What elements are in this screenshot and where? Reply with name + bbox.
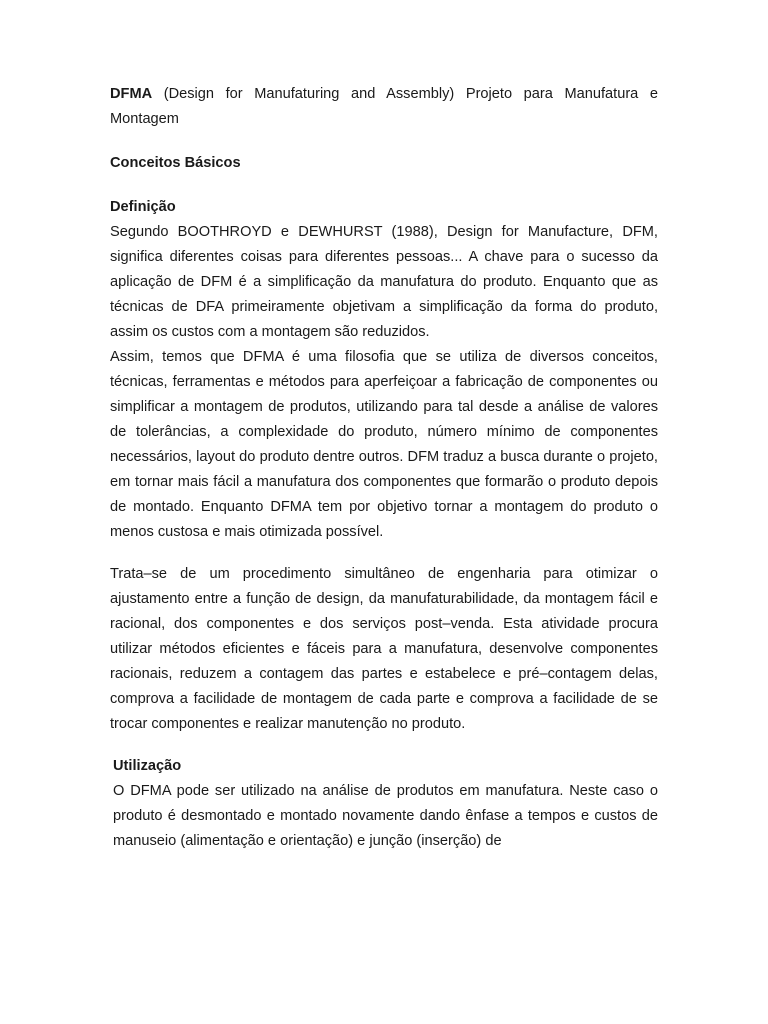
heading-definition: Definição [110, 199, 176, 215]
definition-paragraph-2: Assim, temos que DFMA é uma filosofia que se utiliza de diversos conceitos, técnicas, ferramentas e métodos para aperfeiçoar a fabricação de componentes ou simplificar a montagem de produtos, utilizando para tal desde a análise de valores de tolerâncias, a complexidade do produto, número mínimo de componentes necessários, layout do produto dentre outros. DFM traduz a busca durante o projeto, em tornar mais fácil a manufatura dos componentes que formarão o produto depois de montado. Enquanto DFMA tem por objetivo tornar a montagem do produto o menos custosa e mais otimizada possível. [110, 349, 658, 540]
title-acronym: DFMA [110, 86, 153, 102]
heading-basic-concepts: Conceitos Básicos [110, 155, 241, 171]
document-body [110, 82, 658, 854]
definition-paragraph-3: Trata–se de um procedimento simultâneo de engenharia para otimizar o ajustamento entre a função de design, da manufaturabilidade, da montagem fácil e racional, dos componentes e dos serviços post–venda. Esta atividade procura utilizar métodos eficientes e fáceis para a manufatura, desenvolve componentes racionais, reduzem a contagem das partes e estabelece e pré–contagem delas, comprova a facilidade de montagem de cada parte e comprova a facilidade de se trocar componentes e realizar manutenção no produto. [110, 566, 658, 732]
usage-paragraph-1: O DFMA pode ser utilizado na análise de produtos em manufatura. Neste caso o produto é desmontado e montado novamente dando ênfase a tempos e custos de manuseio (alimentação e orientação) e junção (inserção) de [113, 783, 658, 849]
title-rest: (Design for Manufaturing and Assembly) Projeto para Manufatura e Montagem [110, 86, 658, 127]
document-title [110, 82, 658, 132]
heading-usage: Utilização [113, 758, 182, 774]
definition-paragraph-1: Segundo BOOTHROYD e DEWHURST (1988), Design for Manufacture, DFM, significa diferentes coisas para diferentes pessoas... A chave para o sucesso da aplicação de DFM é a simplificação da manufatura do produto. Enquanto que as técnicas de DFA primeiramente objetivam a simplificação da forma do produto, assim os custos com a montagem são reduzidos. [110, 224, 658, 340]
